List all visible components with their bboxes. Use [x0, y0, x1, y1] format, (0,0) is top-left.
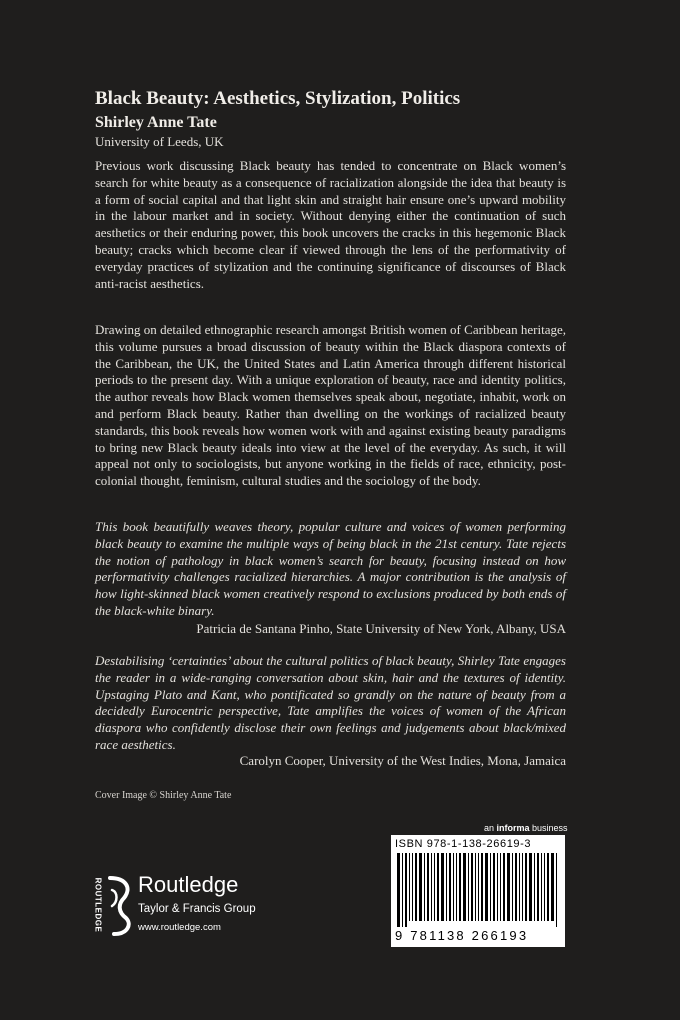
routledge-spine-text: ROUTLEDGE [93, 877, 103, 933]
endorsement-quote-1: This book beautifully weaves theory, popular culture and voices of women performing black beauty to examine the multiple ways of being black in the 21st century. Tate rejects the notion of pathology in black women’s search for beauty, focusing instead on how performativity challenges racialized hierarchies. A major contribution is the analysis of how light-skinned black women creatively respond to exclusions produced by both ends of the black-white binary. [95, 519, 566, 618]
barcode-bar [500, 853, 501, 921]
barcode-bar [412, 853, 413, 921]
barcode-bar [547, 853, 549, 921]
routledge-logo-icon [106, 876, 134, 936]
barcode-bar [397, 853, 400, 927]
barcode-bar [485, 853, 488, 921]
barcode-bar [493, 853, 495, 921]
barcode-bar [512, 853, 513, 921]
barcode-bar [441, 853, 444, 921]
barcode-bar [437, 853, 439, 921]
barcode-bar [515, 853, 517, 921]
barcode-bar [544, 853, 545, 921]
endorsement-quote-2: Destabilising ‘certainties’ about the cultural politics of black beauty, Shirley Tate engages the reader in a wide-ranging conversation about skin, hair and the textures of identity. Upstaging Plato and Kant, who pontificated so grandly on the nature of beauty from a decidedly Eurocentric perspective, Tate amplifies the voices of women of the African diaspora who confidently disclose their own feelings and judgements about black/mixed race aesthetics. [95, 653, 566, 752]
informa-prefix: an [484, 823, 497, 833]
barcode-bar [405, 853, 407, 927]
barcode-bar [519, 853, 520, 921]
barcode-bar [456, 853, 457, 921]
barcode-bar [471, 853, 473, 921]
barcode-bar [446, 853, 447, 921]
description-paragraph-2: Drawing on detailed ethnographic research amongst British women of Caribbean heritage, this volume pursues a broad discussion of beauty within the Black diaspora contexts of the Caribbean, the UK, the United States and Latin America through different historical periods to the present day. With a unique exploration of beauty, race and identity politics, the author reveals how Black women themselves speak about, negotiate, inhabit, work on and perform Black beauty. Rather than dwelling on the workings of racialized beauty standards, this book reveals how women work with and against existing beauty paradigms to bring new Black beauty ideals into view at the level of the everyday. As such, it will appeal not only to sociologists, but anyone working in the fields of race, ethnicity, post-colonial thought, feminism, cultural studies and the sociology of the body. [95, 322, 566, 489]
author-name: Shirley Anne Tate [95, 114, 217, 131]
barcode-digits: 9 781138 266193 [395, 928, 529, 943]
barcode-bar [424, 853, 425, 921]
barcode-bar [534, 853, 535, 921]
barcode-bar [525, 853, 527, 921]
barcode-bar [541, 853, 542, 921]
publisher-url: www.routledge.com [138, 922, 221, 933]
barcode-box [391, 835, 565, 947]
isbn-label: ISBN 978-1-138-26619-3 [395, 838, 532, 850]
barcode-bar [459, 853, 461, 921]
endorsement-attribution-1: Patricia de Santana Pinho, State University of New York, Albany, USA [196, 621, 566, 636]
barcode-bar [497, 853, 498, 921]
barcode-bar [431, 853, 432, 921]
publisher-group: Taylor & Francis Group [138, 903, 256, 915]
author-affiliation: University of Leeds, UK [95, 134, 224, 149]
informa-tagline [484, 823, 568, 833]
barcode-bar [475, 853, 476, 921]
barcode-bar [463, 853, 466, 921]
publisher-name: Routledge [138, 872, 239, 897]
barcode-bar [503, 853, 505, 921]
description-paragraph-1: Previous work discussing Black beauty has tended to concentrate on Black women’s search for white beauty as a consequence of racialization alongside the idea that beauty is a form of social capital and that light skin and straight hair ensure one’s upward mobility in the labour market and in society. Without denying either the continuation of such aesthetics or their enduring power, this book uncovers the cracks in this hegemonic Black beauty; cracks which become clear if viewed through the lens of the performativity of everyday practices of stylization and the continuing significance of discourses of Black anti-racist aesthetics. [95, 158, 566, 291]
barcode-bar [427, 853, 429, 921]
barcode-bar [522, 853, 523, 921]
barcode-bar [449, 853, 451, 921]
barcode-bar [537, 853, 539, 921]
barcode-bar [434, 853, 435, 921]
barcode-bar [551, 853, 554, 921]
cover-image-credit: Cover Image © Shirley Anne Tate [95, 790, 232, 801]
informa-suffix: business [529, 823, 568, 833]
barcode-bar [419, 853, 422, 921]
barcode-bar [529, 853, 532, 921]
barcode-bar [556, 853, 557, 927]
barcode-bar [507, 853, 510, 921]
barcode-bar [453, 853, 454, 921]
informa-brand: informa [496, 823, 530, 833]
barcode-bar [481, 853, 483, 921]
barcode-bar [402, 853, 403, 927]
barcode-bars [395, 853, 561, 927]
book-title: Black Beauty: Aesthetics, Stylization, Politics [95, 88, 461, 109]
barcode-bar [478, 853, 479, 921]
barcode-bar [409, 853, 410, 921]
barcode-bar [415, 853, 417, 921]
barcode-bar [468, 853, 469, 921]
endorsement-attribution-2: Carolyn Cooper, University of the West Indies, Mona, Jamaica [239, 753, 566, 768]
barcode-bar [490, 853, 491, 921]
